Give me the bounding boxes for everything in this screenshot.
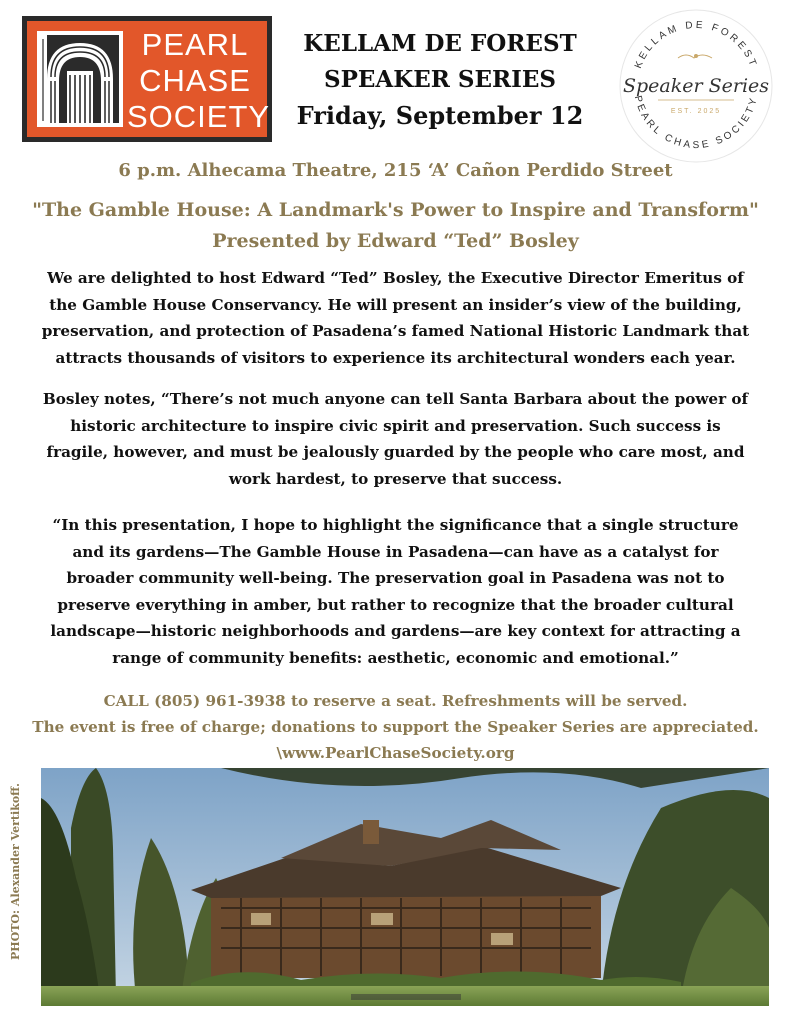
presenter-line: Presented by Edward “Ted” Bosley	[212, 230, 579, 252]
badge-est-text: EST. 2025	[670, 108, 722, 115]
reservation-line: CALL (805) 961-3938 to reserve a seat. Refreshments will be served.	[103, 692, 688, 710]
talk-title: "The Gamble House: A Landmark's Power to Inspire and Transform"	[32, 199, 759, 221]
event-date: Friday, September 12	[296, 101, 584, 130]
gamble-house-photo	[41, 768, 769, 1006]
logo-wordmark	[127, 27, 271, 135]
website-link[interactable]: \www.PearlChaseSociety.org	[276, 744, 515, 762]
logo-line-2: CHASE	[139, 63, 251, 98]
badge-top-arc-text: KELLAM DE FOREST	[632, 19, 760, 71]
gamble-house-illustration	[41, 768, 769, 1006]
badge-bottom-arc-text: PEARL CHASE SOCIETY	[631, 94, 761, 152]
header-series-subtitle: SPEAKER SERIES	[323, 66, 557, 93]
speaker-series-badge	[616, 6, 776, 166]
arch-emblem-icon	[37, 31, 123, 127]
photo-credit: PHOTO: Alexander Vertikoff.	[9, 782, 22, 960]
badge-script-text: Speaker Series	[622, 75, 770, 97]
intro-paragraph: We are delighted to host Edward “Ted” Bosley, the Executive Director Emeritus of the Gamble House Conservancy. He will present an insider’s view of the building, preservation, and protection of Pasadena’s famed National Historic Landmark that attracts thousands of visitors to experience its architectural wonders each year.	[41, 269, 750, 367]
bosley-quote-paragraph: Bosley notes, “There’s not much anyone can tell Santa Barbara about the power of historic architecture to inspire civic spirit and preservation. Such success is fragile, however, and must be jealously guarded by the people who care most, and work hardest, to preserve that success.	[42, 390, 749, 488]
presentation-quote-paragraph: “In this presentation, I hope to highlight the significance that a single structure and its gardens—The Gamble House in Pasadena—can have as a catalyst for broader community well-being. The preservation goal in Pasadena was not to preserve everything in amber, but rather to recognize that the broader cultural landscape—historic neighborhoods and gardens—are key context for attracting a range of community benefits: aesthetic, economic and emotional.”	[50, 516, 741, 667]
donation-line: The event is free of charge; donations to support the Speaker Series are appreciated.	[32, 718, 759, 736]
event-header	[290, 26, 590, 134]
event-time-location: 6 p.m. Alhecama Theatre, 215 ‘A’ Cañon Perdido Street	[118, 160, 673, 181]
logo-line-1: PEARL	[141, 27, 249, 62]
logo-line-3: SOCIETY	[127, 99, 271, 134]
header-series-name: KELLAM DE FOREST	[303, 30, 577, 57]
pearl-chase-logo	[22, 16, 272, 142]
